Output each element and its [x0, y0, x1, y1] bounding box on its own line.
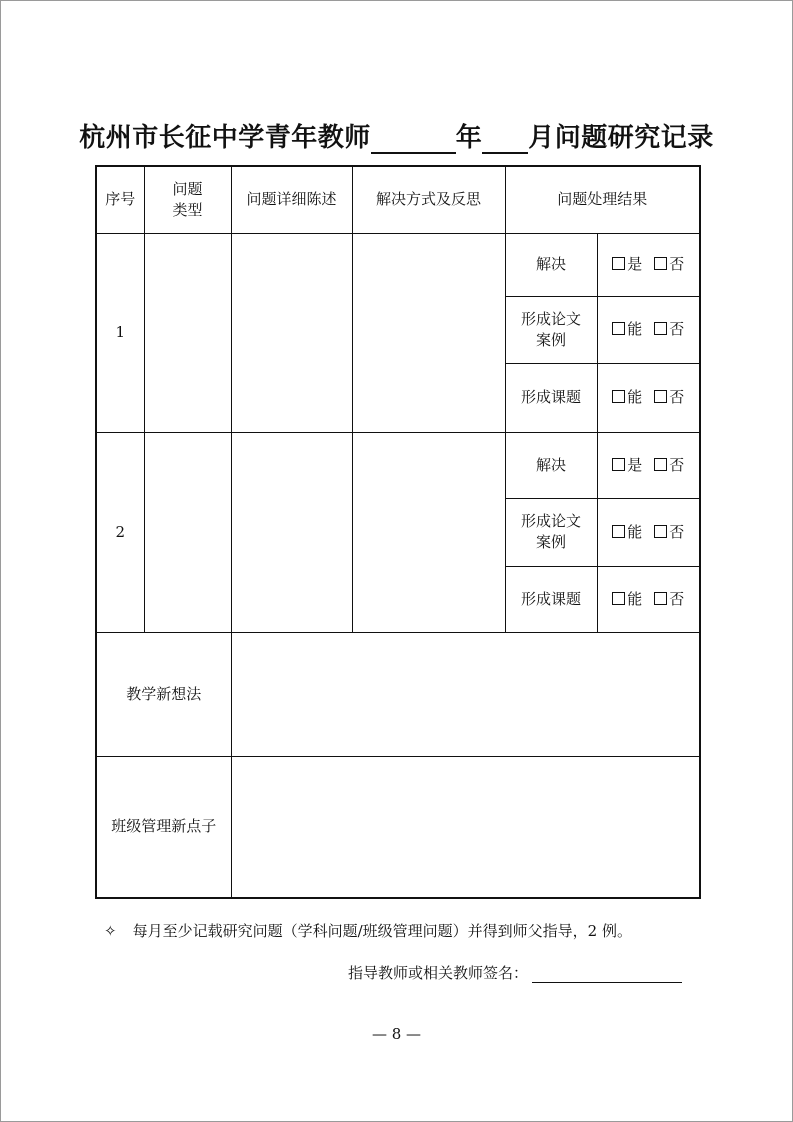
title-month-suffix: 月问题研究记录	[528, 123, 714, 153]
page-number: — 8 —	[371, 1025, 422, 1043]
entry-1-solution-cell[interactable]	[352, 233, 505, 432]
year-blank[interactable]	[371, 126, 456, 154]
header-result: 问题处理结果	[505, 166, 700, 233]
class-management-label: 班级管理新点子	[96, 756, 231, 898]
entry-1-result-options-2	[597, 296, 700, 363]
entry-1-result-label-1: 解决	[505, 233, 597, 296]
entry-1-result-options-3	[597, 363, 700, 432]
option-can[interactable]: 能	[612, 522, 642, 543]
header-solution: 解决方式及反思	[352, 166, 505, 233]
teaching-ideas-row	[96, 632, 700, 756]
checkbox-icon[interactable]	[612, 525, 625, 538]
entry-1-result-options-1	[597, 233, 700, 296]
title-year-word: 年	[455, 123, 483, 153]
checkbox-icon[interactable]	[654, 592, 667, 605]
header-row	[96, 166, 700, 233]
title-prefix: 杭州市长征中学青年教师	[79, 123, 371, 153]
entry-2-result-options-3	[597, 566, 700, 632]
checkbox-icon[interactable]	[612, 458, 625, 471]
entry-2-detail-cell[interactable]	[231, 432, 352, 632]
page-title	[0, 117, 793, 154]
entry-2-result-label-2: 形成论文 案例	[505, 498, 597, 566]
entry-1-row-1	[96, 233, 700, 296]
entry-1-detail-cell[interactable]	[231, 233, 352, 432]
entry-2-result-label-3: 形成课题	[505, 566, 597, 632]
checkbox-icon[interactable]	[612, 592, 625, 605]
entry-2-row-1	[96, 432, 700, 498]
entry-1-result-label-3: 形成课题	[505, 363, 597, 432]
header-seq: 序号	[96, 166, 144, 233]
entry-2-solution-cell[interactable]	[352, 432, 505, 632]
signature-area	[348, 962, 682, 983]
entry-1-result-label-2: 形成论文 案例	[505, 296, 597, 363]
diamond-bullet-icon: ✧	[104, 922, 117, 940]
header-type: 问题 类型	[144, 166, 231, 233]
checkbox-icon[interactable]	[612, 390, 625, 403]
option-no[interactable]: 否	[654, 455, 684, 476]
option-no[interactable]: 否	[654, 387, 684, 408]
checkbox-icon[interactable]	[612, 257, 625, 270]
signature-label: 指导教师或相关教师签名：	[348, 964, 529, 982]
footnote	[104, 920, 632, 941]
month-blank[interactable]	[482, 126, 528, 154]
entry-1-seq: 1	[96, 233, 144, 432]
option-can[interactable]: 能	[612, 589, 642, 610]
checkbox-icon[interactable]	[654, 525, 667, 538]
option-can[interactable]: 能	[612, 387, 642, 408]
option-no[interactable]: 否	[654, 319, 684, 340]
checkbox-icon[interactable]	[654, 390, 667, 403]
entry-2-type-cell[interactable]	[144, 432, 231, 632]
option-no[interactable]: 否	[654, 254, 684, 275]
teaching-ideas-field[interactable]	[231, 632, 700, 756]
checkbox-icon[interactable]	[654, 458, 667, 471]
option-yes[interactable]: 是	[612, 455, 642, 476]
option-can[interactable]: 能	[612, 319, 642, 340]
signature-line[interactable]	[532, 964, 682, 983]
entry-2-result-label-1: 解决	[505, 432, 597, 498]
teaching-ideas-label: 教学新想法	[96, 632, 231, 756]
checkbox-icon[interactable]	[654, 322, 667, 335]
record-table	[95, 165, 701, 899]
header-detail: 问题详细陈述	[231, 166, 352, 233]
footnote-text: 每月至少记载研究问题（学科问题/班级管理问题）并得到师父指导，2 例。	[132, 922, 632, 940]
entry-1-type-cell[interactable]	[144, 233, 231, 432]
option-no[interactable]: 否	[654, 589, 684, 610]
entry-2-seq: 2	[96, 432, 144, 632]
option-no[interactable]: 否	[654, 522, 684, 543]
class-management-row	[96, 756, 700, 898]
checkbox-icon[interactable]	[654, 257, 667, 270]
class-management-field[interactable]	[231, 756, 700, 898]
entry-2-result-options-2	[597, 498, 700, 566]
entry-2-result-options-1	[597, 432, 700, 498]
checkbox-icon[interactable]	[612, 322, 625, 335]
option-yes[interactable]: 是	[612, 254, 642, 275]
